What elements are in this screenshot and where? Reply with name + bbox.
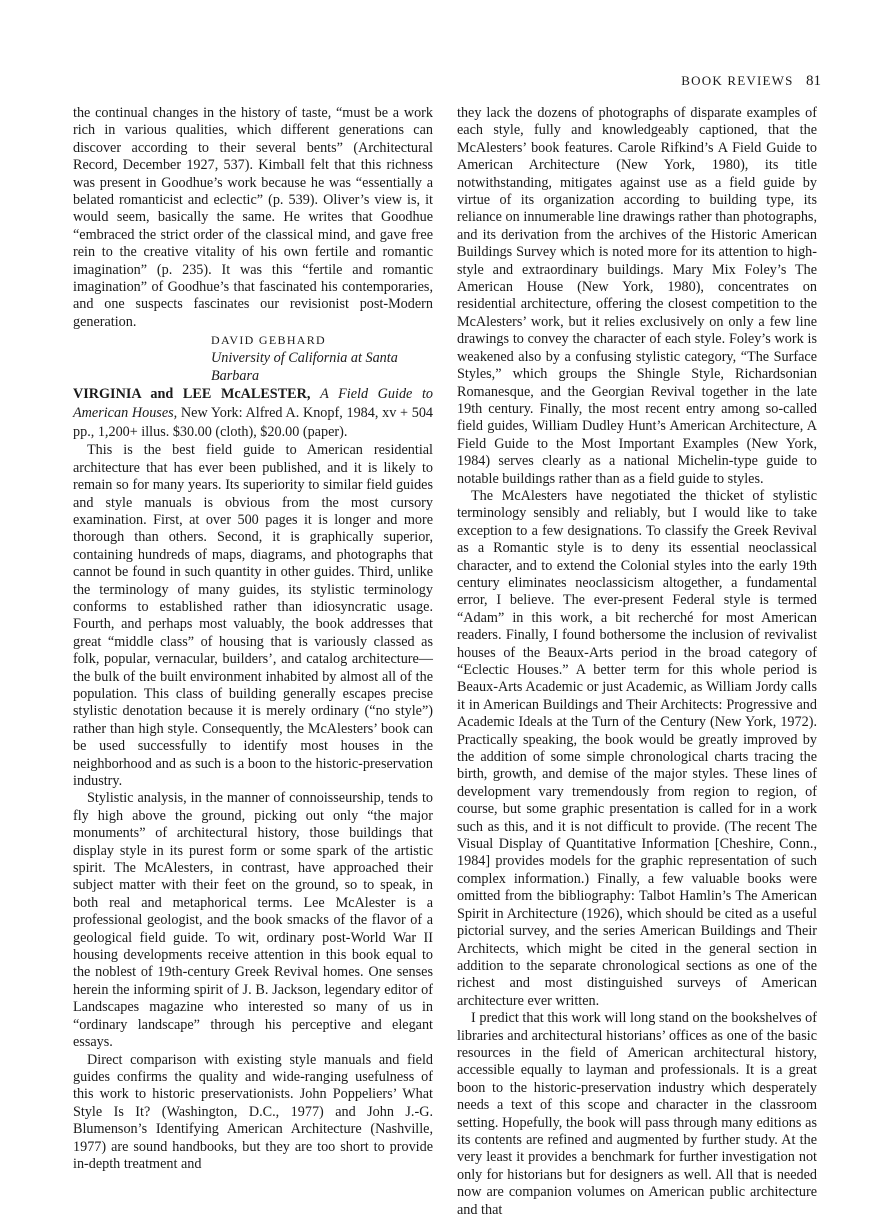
left-column xyxy=(73,105,433,1173)
review-paragraph-6: I predict that this work will long stand on the bookshelves of libraries and architectural historians’ offices as one of the basic resources in the field of American architectural history, accessible equally to layman and professionals. It is a great boon to the historic-preservation industry which desperately needs a text of this scope and character in the classroom setting. Hopefully, the book will pass through many editions as its contents are refined and augmented by further study. At the very least it provides a benchmark for further investigation not only for historians but for designers as well. All that is needed now are companion volumes on American public architecture and that xyxy=(457,1010,817,1218)
review-paragraph-5: The McAlesters have negotiated the thicket of stylistic terminology sensibly and reliably, but I would like to take exception to a few designations. To classify the Greek Revival as a Romantic style is to deny its essential neoclassical character, and to extend the Colonial styles into the early 19th century eliminates neoclassicism altogether, a fundamental error, I believe. The ever-present Federal style is termed “Adam” in this work, a bit recherché for most American readers. Finally, I found bothersome the inclusion of revivalist houses of the Beaux-Arts period in the broad category of “Eclectic Houses.” A better term for this whole period is Beaux-Arts Academic or just Academic, as William Jordy calls it in American Buildings and Their Architects: Progressive and Academic Ideals at the Turn of the Century (New York, 1972). Practically speaking, the book would be greatly improved by the addition of some simple chronological charts tracing the birth, growth, and demise of the major styles. These lines of development vary tremendously from region to region, of course, but some graphic presentation is called for in a work such as this, and it is not difficult to provide. (The recent The Visual Display of Quantitative Information [Cheshire, Conn., 1984] provides models for the graphic representation of such complex information.) Finally, a few valuable books were omitted from the bibliography: Talbot Hamlin’s The American Spirit in Architecture (1926), which should be cited as a useful pictorial survey, and the series American Buildings and Their Architects, which might be cited in the general section in addition to the separate chronological sections as one of the richest and most distinguished surveys of American architecture ever written. xyxy=(457,487,817,1009)
review-authors: VIRGINIA and LEE McALESTER, xyxy=(73,386,311,403)
review-paragraph-3: Direct comparison with existing style manuals and field guides confirms the quality and wide-ranging usefulness of this work to historic preservationists. John Poppeliers’ What Style Is It? (Washington, D.C., 1977) and John J.-G. Blumenson’s Identifying American Architecture (Nashville, 1977) are sound handbooks, but they are too short to provide in-depth treatment and xyxy=(73,1051,433,1172)
page-number: 81 xyxy=(806,73,821,89)
reviewer-name: DAVID GEBHARD xyxy=(211,333,327,348)
running-head-label: BOOK REVIEWS xyxy=(681,73,794,88)
review-paragraph-2: Stylistic analysis, in the manner of connoisseurship, tends to fly high above the ground, picking out only “the major monuments” of architectural history, those buildings that display style in its purest form or some spark of the artistic spirit. The McAlesters, in contrast, have approached their subject matter with their feet on the ground, so to speak, in both real and metaphorical terms. Lee McAlester is a professional geologist, and the book smacks of the flavor of a geological field guide. To wit, ordinary post-World War II housing developments receive attention in this book equal to the noblest of 19th-century Greek Revival homes. One senses herein the informing spirit of J. B. Jackson, legendary editor of Landscapes magazine who interested so many of us in “ordinary landscape” through his perceptive and elegant essays. xyxy=(73,790,433,1051)
running-head xyxy=(681,73,821,90)
reviewer-signature xyxy=(73,331,433,385)
review-paragraph-1: This is the best field guide to American residential architecture that has ever been published, and it is likely to remain so for many years. Its superiority to similar field guides and style manuals is obvious from the most cursory examination. First, at over 500 pages it is longer and more thorough than others. Second, it is graphically superior, containing hundreds of maps, diagrams, and photographs that cannot be found in such quantity in other guides. Third, unlike the terminology of many guides, its stylistic terminology conforms to established rather than idiosyncratic usage. Fourth, and perhaps most valuably, the book addresses that great “middle class” of housing that is variously classed as folk, popular, vernacular, builders’, and catalog architecture—the bulk of the built environment inhabited by almost all of the population. This class of building generally escapes precise stylistic denotation because it is merely ordinary (“no style”) rather than high style. Consequently, the McAlesters’ book can be used successfully to identify most houses in the neighborhood and as such is a boon to the historic-preservation industry. xyxy=(73,442,433,789)
review-publication-info: New York: Alfred A. Knopf, 1984, xv + 504 pp., 1,200+ illus. $30.00 (cloth), $20.00 (paper). xyxy=(73,405,434,441)
review-book-title: A Field Guide to American Houses, xyxy=(73,386,434,422)
review-heading xyxy=(73,385,433,442)
review-paragraph-4: they lack the dozens of photographs of disparate examples of each style, fully and knowledgeably captioned, that the McAlesters’ book features. Carole Rifkind’s A Field Guide to American Architecture (New York, 1980), its title notwithstanding, mitigates against use as a field guide by virtue of its organization according to building type, its reliance on innumerable line drawings rather than photographs, and its derivation from the archives of the Historic American Buildings Survey which is noted more for its attention to high-style and extraordinary buildings. Mary Mix Foley’s The American House (New York, 1980), concentrates on residential architecture, offering the closest competition to the McAlesters’ work, but it relies exclusively on only a few line drawings to convey the character of each style. Foley’s work is weakened also by a confusing stylistic category, “The Surface Styles,” which groups the Shingle Style, Richardsonian Romanesque, and the Georgian Revival together in the late 19th century. Finally, the most recent entry among so-called field guides, William Dudley Hunt’s American Architecture, A Field Guide to the Most Important Examples (New York, 1984) serves clearly as a national Michelin-type guide to notable buildings rather than as a field guide to styles. xyxy=(457,105,817,487)
reviewer-institution: University of California at Santa Barbara xyxy=(211,350,398,385)
right-column xyxy=(457,105,817,1219)
continued-paragraph: the continual changes in the history of taste, “must be a work rich in various qualities, which different generations can discover according to their several bents” (Architectural Record, December 1927, 537). Kimball felt that this richness was present in Goodhue’s work because he was “essentially a belated romanticist and eclectic” (p. 539). Oliver’s view is, it would seem, basically the same. He writes that Goodhue “embraced the strict order of the classical mind, and gave free rein to the creative vitality of his own fertile and romantic imagination” (p. 235). It was this “fertile and romantic imagination” of Goodhue’s that fascinated his contemporaries, and one suspects fascinates our revisionist post-Modern generation. xyxy=(73,105,433,330)
